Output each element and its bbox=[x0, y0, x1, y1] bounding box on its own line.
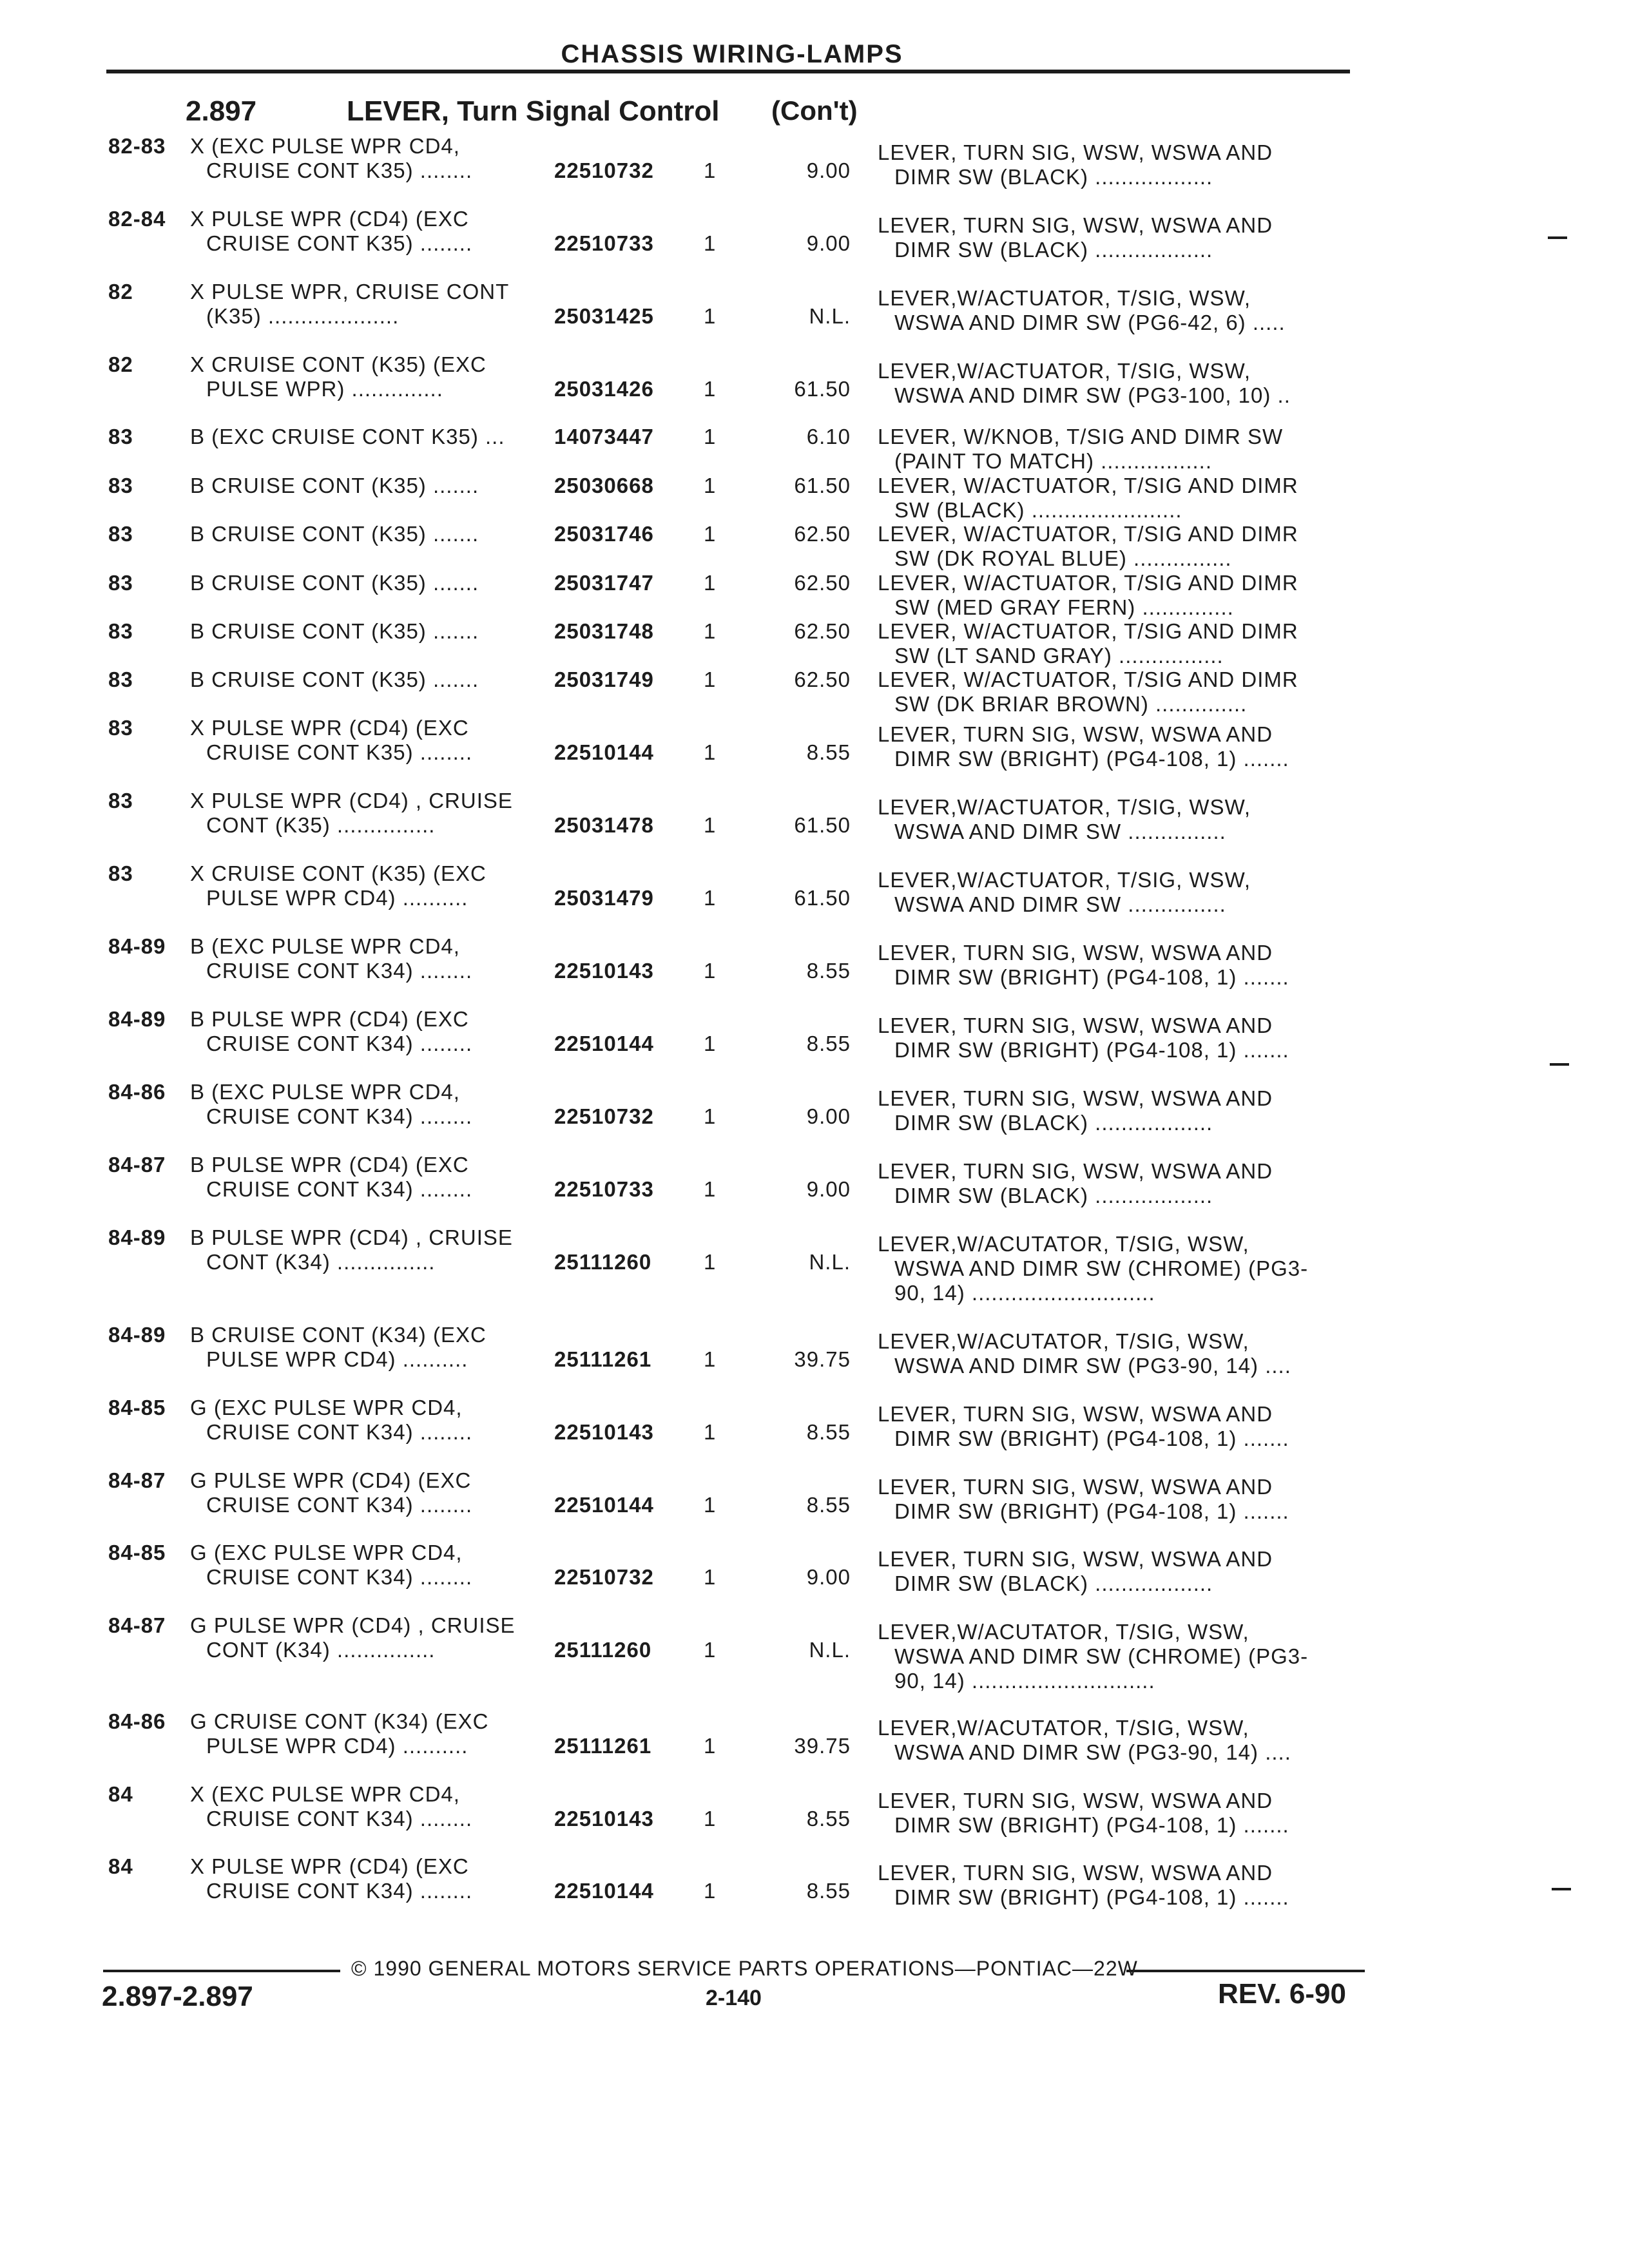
footer-page-number: 2-140 bbox=[706, 1986, 762, 2010]
footer-copyright: © 1990 GENERAL MOTORS SERVICE PARTS OPERATIONS—PONTIAC—22W bbox=[351, 1957, 1138, 1980]
quantity: 1 bbox=[704, 813, 717, 837]
usage-description: X CRUISE CONT (K35) (EXC bbox=[190, 861, 487, 885]
quantity: 1 bbox=[704, 1032, 717, 1055]
part-name-cont: DIMR SW (BRIGHT) (PG4-108, 1) ....... bbox=[894, 1885, 1289, 1909]
usage-description: X PULSE WPR (CD4) (EXC bbox=[190, 207, 469, 231]
part-name-cont: WSWA AND DIMR SW (PG3-100, 10) .. bbox=[894, 383, 1291, 407]
usage-description-cont: CRUISE CONT K34) ........ bbox=[206, 1807, 473, 1831]
list-price: 61.50 bbox=[794, 474, 851, 497]
part-name: LEVER, TURN SIG, WSW, WSWA AND bbox=[878, 1475, 1273, 1499]
part-name-cont: DIMR SW (BRIGHT) (PG4-108, 1) ....... bbox=[894, 1499, 1289, 1523]
quantity: 1 bbox=[704, 231, 717, 255]
part-name: LEVER,W/ACTUATOR, T/SIG, WSW, bbox=[878, 868, 1251, 892]
part-name: LEVER, TURN SIG, WSW, WSWA AND bbox=[878, 140, 1273, 164]
part-number: 22510143 bbox=[554, 1420, 654, 1444]
part-name: LEVER, W/ACTUATOR, T/SIG AND DIMR bbox=[878, 474, 1298, 497]
list-price: N.L. bbox=[809, 1638, 851, 1662]
part-name-cont: WSWA AND DIMR SW (CHROME) (PG3- bbox=[894, 1644, 1309, 1668]
quantity: 1 bbox=[704, 425, 717, 448]
part-name-cont: SW (MED GRAY FERN) .............. bbox=[894, 595, 1234, 619]
model-years: 84-89 bbox=[108, 1007, 166, 1031]
model-years: 83 bbox=[108, 425, 133, 448]
part-name-cont: DIMR SW (BLACK) .................. bbox=[894, 1111, 1213, 1135]
usage-description-cont: CONT (K35) ............... bbox=[206, 813, 436, 837]
list-price: 61.50 bbox=[794, 886, 851, 910]
part-name: LEVER,W/ACUTATOR, T/SIG, WSW, bbox=[878, 1716, 1249, 1740]
usage-description-cont: CRUISE CONT K34) ........ bbox=[206, 1177, 473, 1201]
continued-label: (Con't) bbox=[771, 95, 858, 126]
usage-description: B (EXC PULSE WPR CD4, bbox=[190, 934, 460, 958]
list-price: 62.50 bbox=[794, 668, 851, 691]
usage-description-cont: CRUISE CONT K34) ........ bbox=[206, 1879, 473, 1903]
model-years: 84-89 bbox=[108, 1225, 166, 1249]
part-number: 22510144 bbox=[554, 740, 654, 764]
part-name: LEVER, TURN SIG, WSW, WSWA AND bbox=[878, 1789, 1273, 1812]
part-name: LEVER, TURN SIG, WSW, WSWA AND bbox=[878, 1159, 1273, 1183]
part-name: LEVER, W/KNOB, T/SIG AND DIMR SW bbox=[878, 425, 1284, 448]
quantity: 1 bbox=[704, 474, 717, 497]
list-price: 39.75 bbox=[794, 1347, 851, 1371]
model-years: 83 bbox=[108, 619, 133, 643]
usage-description-cont: CONT (K34) ............... bbox=[206, 1250, 436, 1274]
part-name-cont: WSWA AND DIMR SW ............... bbox=[894, 892, 1226, 916]
list-price: 62.50 bbox=[794, 619, 851, 643]
part-name-cont: DIMR SW (BRIGHT) (PG4-108, 1) ....... bbox=[894, 747, 1289, 771]
list-price: 61.50 bbox=[794, 377, 851, 401]
part-name-cont: DIMR SW (BRIGHT) (PG4-108, 1) ....... bbox=[894, 1813, 1289, 1837]
usage-description: B CRUISE CONT (K35) ....... bbox=[190, 522, 479, 546]
part-number: 25030668 bbox=[554, 474, 654, 497]
usage-description: B PULSE WPR (CD4) (EXC bbox=[190, 1153, 469, 1177]
part-name-cont: DIMR SW (BRIGHT) (PG4-108, 1) ....... bbox=[894, 965, 1289, 989]
part-name-cont: DIMR SW (BRIGHT) (PG4-108, 1) ....... bbox=[894, 1038, 1289, 1062]
usage-description-cont: CRUISE CONT K34) ........ bbox=[206, 1032, 473, 1055]
section-number: 2.897 bbox=[186, 95, 257, 127]
part-name-cont: WSWA AND DIMR SW (PG3-90, 14) .... bbox=[894, 1354, 1291, 1378]
usage-description-cont: CRUISE CONT K35) ........ bbox=[206, 231, 473, 255]
part-name-cont2: 90, 14) ............................ bbox=[894, 1281, 1155, 1305]
part-name-cont: DIMR SW (BLACK) .................. bbox=[894, 165, 1213, 189]
part-number: 25111260 bbox=[554, 1638, 652, 1662]
usage-description: G (EXC PULSE WPR CD4, bbox=[190, 1396, 463, 1419]
part-name-cont: WSWA AND DIMR SW (PG6-42, 6) ..... bbox=[894, 311, 1286, 334]
list-price: 8.55 bbox=[806, 1032, 851, 1055]
usage-description-cont: CONT (K34) ............... bbox=[206, 1638, 436, 1662]
part-name-cont: WSWA AND DIMR SW (PG3-90, 14) .... bbox=[894, 1740, 1291, 1764]
model-years: 83 bbox=[108, 789, 133, 812]
quantity: 1 bbox=[704, 1879, 717, 1903]
model-years: 84-86 bbox=[108, 1709, 166, 1733]
list-price: 6.10 bbox=[806, 425, 851, 448]
usage-description: B CRUISE CONT (K35) ....... bbox=[190, 668, 479, 691]
model-years: 82-84 bbox=[108, 207, 166, 231]
list-price: 39.75 bbox=[794, 1734, 851, 1758]
part-name: LEVER, TURN SIG, WSW, WSWA AND bbox=[878, 1086, 1273, 1110]
usage-description: B (EXC CRUISE CONT K35) ... bbox=[190, 425, 505, 448]
usage-description: X PULSE WPR (CD4) (EXC bbox=[190, 716, 469, 740]
list-price: 8.55 bbox=[806, 1420, 851, 1444]
model-years: 82 bbox=[108, 280, 133, 303]
model-years: 84-87 bbox=[108, 1613, 166, 1637]
usage-description: B (EXC PULSE WPR CD4, bbox=[190, 1080, 460, 1104]
usage-description-cont: CRUISE CONT K34) ........ bbox=[206, 1104, 473, 1128]
part-name: LEVER, TURN SIG, WSW, WSWA AND bbox=[878, 1861, 1273, 1885]
model-years: 83 bbox=[108, 571, 133, 595]
model-years: 82 bbox=[108, 352, 133, 376]
quantity: 1 bbox=[704, 886, 717, 910]
margin-mark bbox=[1550, 1063, 1569, 1066]
part-name-cont: SW (DK ROYAL BLUE) ............... bbox=[894, 546, 1232, 570]
list-price: 8.55 bbox=[806, 1879, 851, 1903]
quantity: 1 bbox=[704, 1493, 717, 1517]
list-price: 61.50 bbox=[794, 813, 851, 837]
part-name: LEVER, W/ACTUATOR, T/SIG AND DIMR bbox=[878, 571, 1298, 595]
quantity: 1 bbox=[704, 377, 717, 401]
quantity: 1 bbox=[704, 1420, 717, 1444]
part-name-cont: DIMR SW (BLACK) .................. bbox=[894, 238, 1213, 262]
part-name: LEVER,W/ACUTATOR, T/SIG, WSW, bbox=[878, 1620, 1249, 1644]
quantity: 1 bbox=[704, 619, 717, 643]
usage-description-cont: CRUISE CONT K34) ........ bbox=[206, 1420, 473, 1444]
usage-description-cont: PULSE WPR CD4) .......... bbox=[206, 1734, 468, 1758]
part-name: LEVER,W/ACTUATOR, T/SIG, WSW, bbox=[878, 359, 1251, 383]
list-price: N.L. bbox=[809, 304, 851, 328]
list-price: 62.50 bbox=[794, 571, 851, 595]
part-number: 22510732 bbox=[554, 159, 654, 182]
footer-rule-left bbox=[103, 1970, 340, 1972]
part-name: LEVER, TURN SIG, WSW, WSWA AND bbox=[878, 941, 1273, 965]
part-number: 25031746 bbox=[554, 522, 654, 546]
part-number: 22510144 bbox=[554, 1032, 654, 1055]
model-years: 84-87 bbox=[108, 1468, 166, 1492]
part-number: 22510144 bbox=[554, 1493, 654, 1517]
model-years: 84-87 bbox=[108, 1153, 166, 1177]
part-name: LEVER,W/ACTUATOR, T/SIG, WSW, bbox=[878, 286, 1251, 310]
usage-description: X PULSE WPR, CRUISE CONT bbox=[190, 280, 510, 303]
footer-revision: REV. 6-90 bbox=[1218, 1978, 1346, 2010]
list-price: 9.00 bbox=[806, 231, 851, 255]
part-number: 22510732 bbox=[554, 1104, 654, 1128]
quantity: 1 bbox=[704, 304, 717, 328]
margin-mark bbox=[1548, 236, 1567, 239]
usage-description: X CRUISE CONT (K35) (EXC bbox=[190, 352, 487, 376]
quantity: 1 bbox=[704, 522, 717, 546]
list-price: 9.00 bbox=[806, 1565, 851, 1589]
part-name-cont: WSWA AND DIMR SW ............... bbox=[894, 820, 1226, 843]
usage-description: B CRUISE CONT (K35) ....... bbox=[190, 571, 479, 595]
part-number: 25031749 bbox=[554, 668, 654, 691]
part-name-cont2: 90, 14) ............................ bbox=[894, 1669, 1155, 1693]
model-years: 84-86 bbox=[108, 1080, 166, 1104]
part-name: LEVER,W/ACTUATOR, T/SIG, WSW, bbox=[878, 795, 1251, 819]
part-name-cont: DIMR SW (BRIGHT) (PG4-108, 1) ....... bbox=[894, 1427, 1289, 1450]
list-price: 9.00 bbox=[806, 1177, 851, 1201]
part-number: 22510144 bbox=[554, 1879, 654, 1903]
part-name: LEVER, W/ACTUATOR, T/SIG AND DIMR bbox=[878, 522, 1298, 546]
usage-description: G (EXC PULSE WPR CD4, bbox=[190, 1541, 463, 1564]
usage-description: G PULSE WPR (CD4) (EXC bbox=[190, 1468, 472, 1492]
footer-section-range: 2.897-2.897 bbox=[102, 1981, 253, 2012]
part-number: 22510732 bbox=[554, 1565, 654, 1589]
list-price: 9.00 bbox=[806, 1104, 851, 1128]
model-years: 83 bbox=[108, 861, 133, 885]
usage-description-cont: PULSE WPR CD4) .......... bbox=[206, 886, 468, 910]
part-name: LEVER, W/ACTUATOR, T/SIG AND DIMR bbox=[878, 619, 1298, 643]
part-name-cont: DIMR SW (BLACK) .................. bbox=[894, 1184, 1213, 1207]
quantity: 1 bbox=[704, 159, 717, 182]
usage-description-cont: CRUISE CONT K34) ........ bbox=[206, 1493, 473, 1517]
quantity: 1 bbox=[704, 1104, 717, 1128]
quantity: 1 bbox=[704, 1177, 717, 1201]
part-number: 25031478 bbox=[554, 813, 654, 837]
part-name: LEVER,W/ACUTATOR, T/SIG, WSW, bbox=[878, 1232, 1249, 1256]
usage-description-cont: PULSE WPR) .............. bbox=[206, 377, 443, 401]
list-price: 8.55 bbox=[806, 959, 851, 983]
usage-description: B PULSE WPR (CD4) (EXC bbox=[190, 1007, 469, 1031]
model-years: 84-85 bbox=[108, 1541, 166, 1564]
part-name-cont: SW (BLACK) ....................... bbox=[894, 498, 1182, 522]
part-number: 25031426 bbox=[554, 377, 654, 401]
model-years: 84-89 bbox=[108, 934, 166, 958]
usage-description: B CRUISE CONT (K35) ....... bbox=[190, 619, 479, 643]
page-header-title: CHASSIS WIRING-LAMPS bbox=[561, 40, 903, 68]
quantity: 1 bbox=[704, 959, 717, 983]
section-name: LEVER, Turn Signal Control bbox=[347, 95, 720, 127]
part-number: 25031748 bbox=[554, 619, 654, 643]
usage-description-cont: CRUISE CONT K34) ........ bbox=[206, 959, 473, 983]
part-number: 25111261 bbox=[554, 1734, 652, 1758]
model-years: 82-83 bbox=[108, 134, 166, 158]
part-number: 22510143 bbox=[554, 1807, 654, 1831]
model-years: 84 bbox=[108, 1854, 133, 1878]
quantity: 1 bbox=[704, 740, 717, 764]
part-number: 22510733 bbox=[554, 231, 654, 255]
usage-description: G PULSE WPR (CD4) , CRUISE bbox=[190, 1613, 516, 1637]
part-number: 25111261 bbox=[554, 1347, 652, 1371]
quantity: 1 bbox=[704, 1565, 717, 1589]
part-name: LEVER, TURN SIG, WSW, WSWA AND bbox=[878, 1014, 1273, 1037]
model-years: 83 bbox=[108, 474, 133, 497]
part-name-cont: SW (LT SAND GRAY) ................ bbox=[894, 644, 1224, 668]
quantity: 1 bbox=[704, 1807, 717, 1831]
part-name: LEVER, TURN SIG, WSW, WSWA AND bbox=[878, 1402, 1273, 1426]
part-name: LEVER, W/ACTUATOR, T/SIG AND DIMR bbox=[878, 668, 1298, 691]
usage-description: B CRUISE CONT (K35) ....... bbox=[190, 474, 479, 497]
margin-mark bbox=[1552, 1888, 1571, 1890]
part-number: 25031479 bbox=[554, 886, 654, 910]
part-name: LEVER, TURN SIG, WSW, WSWA AND bbox=[878, 213, 1273, 237]
quantity: 1 bbox=[704, 571, 717, 595]
part-name: LEVER, TURN SIG, WSW, WSWA AND bbox=[878, 1547, 1273, 1571]
usage-description: X PULSE WPR (CD4) , CRUISE bbox=[190, 789, 513, 812]
part-name-cont: SW (DK BRIAR BROWN) .............. bbox=[894, 692, 1248, 716]
list-price: 62.50 bbox=[794, 522, 851, 546]
part-name-cont: DIMR SW (BLACK) .................. bbox=[894, 1571, 1213, 1595]
list-price: 9.00 bbox=[806, 159, 851, 182]
model-years: 84-85 bbox=[108, 1396, 166, 1419]
list-price: 8.55 bbox=[806, 1807, 851, 1831]
part-number: 22510143 bbox=[554, 959, 654, 983]
quantity: 1 bbox=[704, 1250, 717, 1274]
model-years: 83 bbox=[108, 716, 133, 740]
usage-description: G CRUISE CONT (K34) (EXC bbox=[190, 1709, 489, 1733]
part-number: 25031425 bbox=[554, 304, 654, 328]
part-number: 14073447 bbox=[554, 425, 654, 448]
quantity: 1 bbox=[704, 1638, 717, 1662]
part-number: 22510733 bbox=[554, 1177, 654, 1201]
part-number: 25031747 bbox=[554, 571, 654, 595]
usage-description: X PULSE WPR (CD4) (EXC bbox=[190, 1854, 469, 1878]
list-price: 8.55 bbox=[806, 1493, 851, 1517]
part-number: 25111260 bbox=[554, 1250, 652, 1274]
quantity: 1 bbox=[704, 1347, 717, 1371]
usage-description: X (EXC PULSE WPR CD4, bbox=[190, 1782, 460, 1806]
part-name-cont: WSWA AND DIMR SW (CHROME) (PG3- bbox=[894, 1256, 1309, 1280]
part-name: LEVER, TURN SIG, WSW, WSWA AND bbox=[878, 722, 1273, 746]
part-name-cont: (PAINT TO MATCH) ................. bbox=[894, 449, 1212, 473]
usage-description-cont: PULSE WPR CD4) .......... bbox=[206, 1347, 468, 1371]
part-name: LEVER,W/ACUTATOR, T/SIG, WSW, bbox=[878, 1329, 1249, 1353]
quantity: 1 bbox=[704, 668, 717, 691]
usage-description-cont: CRUISE CONT K35) ........ bbox=[206, 159, 473, 182]
usage-description: B CRUISE CONT (K34) (EXC bbox=[190, 1323, 487, 1347]
usage-description: B PULSE WPR (CD4) , CRUISE bbox=[190, 1225, 513, 1249]
list-price: 8.55 bbox=[806, 740, 851, 764]
list-price: N.L. bbox=[809, 1250, 851, 1274]
usage-description-cont: CRUISE CONT K34) ........ bbox=[206, 1565, 473, 1589]
model-years: 83 bbox=[108, 522, 133, 546]
footer-rule-right bbox=[1126, 1970, 1365, 1972]
usage-description-cont: (K35) .................... bbox=[206, 304, 400, 328]
usage-description-cont: CRUISE CONT K35) ........ bbox=[206, 740, 473, 764]
model-years: 84 bbox=[108, 1782, 133, 1806]
model-years: 84-89 bbox=[108, 1323, 166, 1347]
quantity: 1 bbox=[704, 1734, 717, 1758]
usage-description: X (EXC PULSE WPR CD4, bbox=[190, 134, 460, 158]
model-years: 83 bbox=[108, 668, 133, 691]
